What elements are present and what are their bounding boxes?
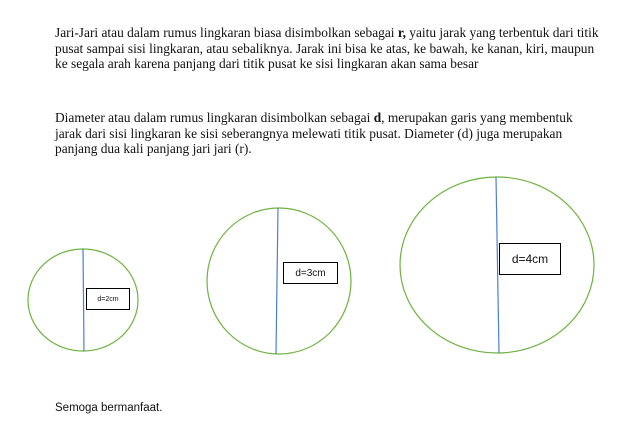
radius-symbol: r, [397,25,406,40]
paragraph-diameter-rest: , merupakan garis yang membentuk jarak dari sisi lingkaran ke sisi seberangnya melewati titik pusat. Diameter (d) juga merupakan panjang dua kali panjang jari jari (r). [55,110,573,157]
paragraph-radius-intro: Jari-Jari atau dalam rumus lingkaran biasa disimbolkan sebagai [55,25,398,40]
diameter-line-small [83,249,84,351]
diameter-symbol: d [373,110,382,125]
diameter-line-medium [276,208,278,354]
diameter-label-large: d=4cm [499,243,561,275]
closing-note: Semoga bermanfaat. [55,402,163,414]
paragraph-diameter-intro: Diameter atau dalam rumus lingkaran disimbolkan sebagai [55,110,374,125]
diameter-label-small: d=2cm [86,288,130,310]
diameter-label-medium: d=3cm [283,262,338,284]
paragraph-radius-rest: yaitu jarak yang terbentuk dari titik pusat sampai sisi lingkaran, atau sebaliknya. Jarak ini bisa ke atas, ke bawah, ke kanan, kiri, maupun ke segala arah karena panjang dari titik pusat ke sisi lingkaran akan sama besar [55,25,599,72]
